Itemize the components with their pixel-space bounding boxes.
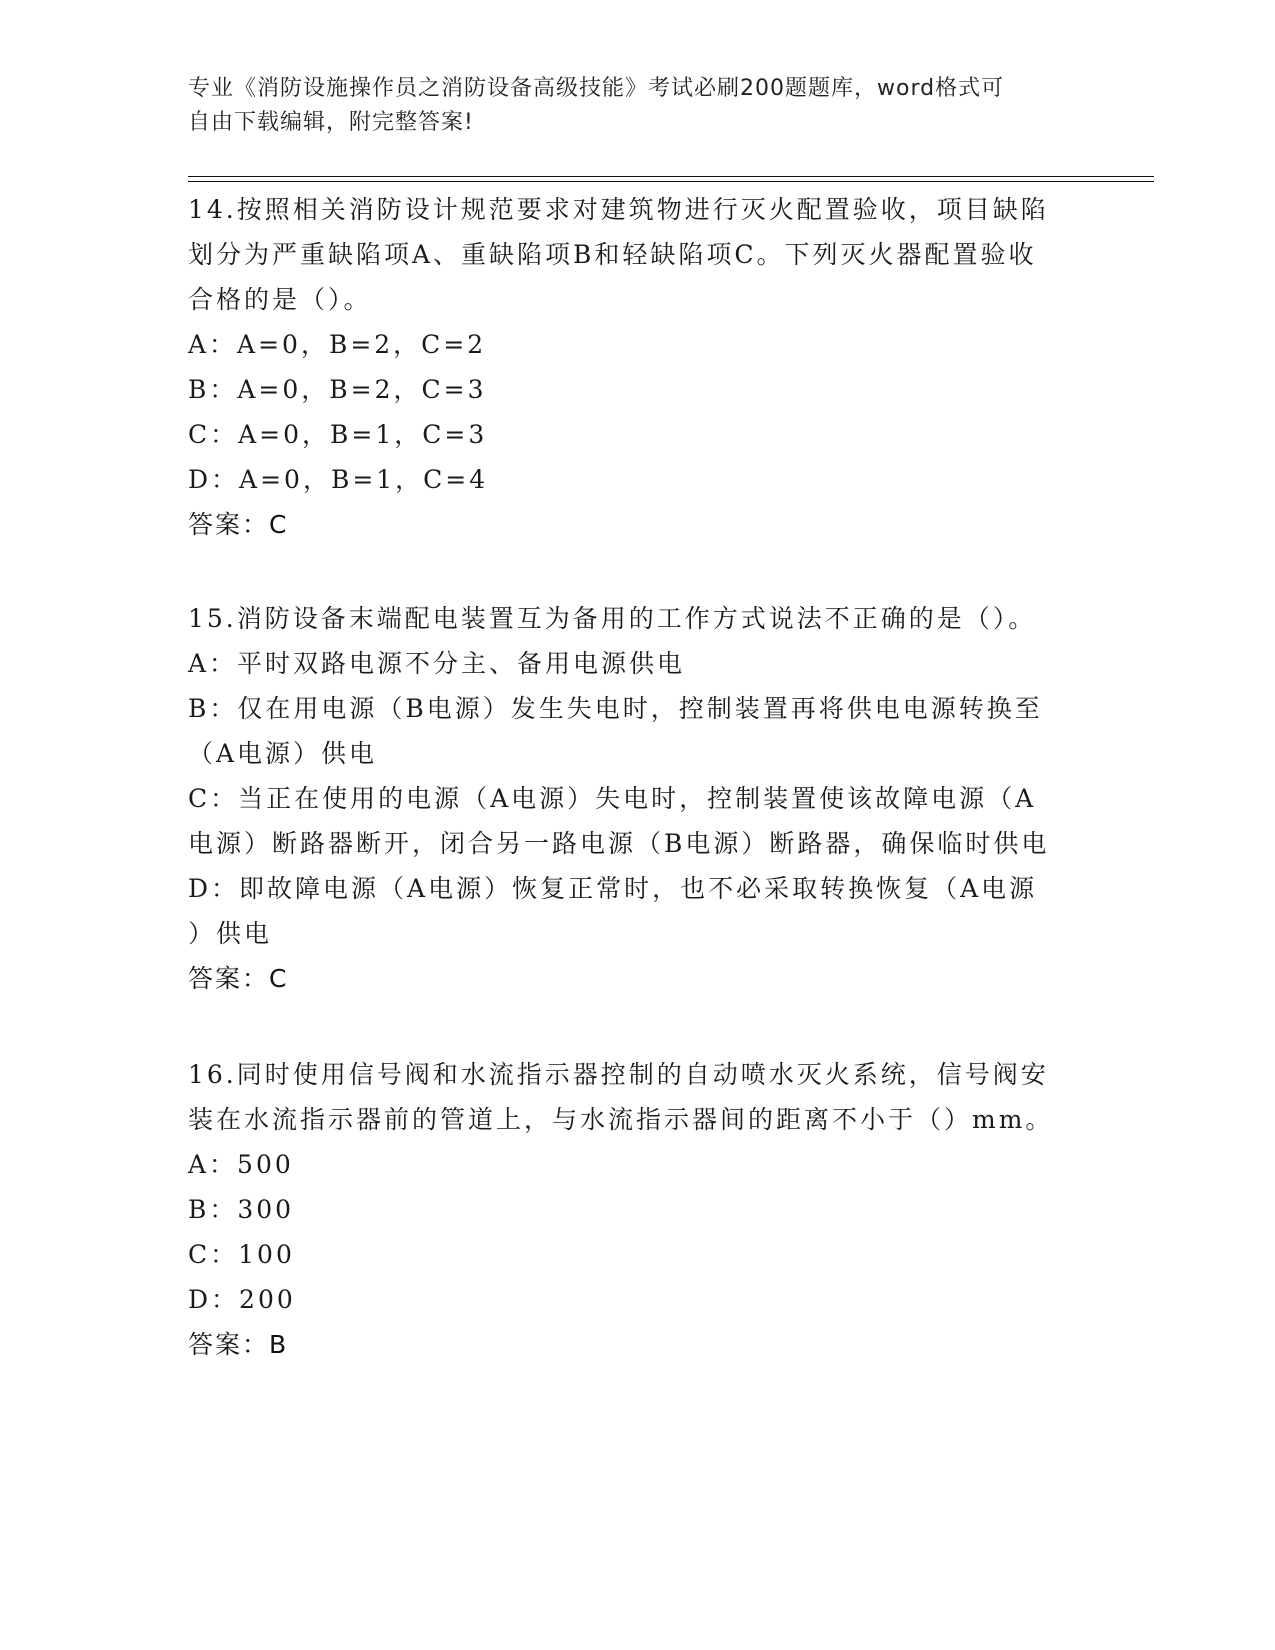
question-stem-line: 15.消防设备末端配电装置互为备用的工作方式说法不正确的是（）。 [188, 604, 1037, 633]
document-header [188, 72, 1088, 140]
option-d: D：即故障电源（A电源）恢复正常时，也不必采取转换恢复（A电源 [188, 874, 1038, 903]
question-stem-line: 14.按照相关消防设计规范要求对建筑物进行灭火配置验收，项目缺陷 [188, 195, 1049, 224]
option-b: B：仅在用电源（B电源）发生失电时，控制装置再将供电电源转换至 [188, 694, 1043, 723]
answer: 答案：B [188, 1330, 289, 1359]
answer: 答案：C [188, 510, 289, 539]
header-divider-top [188, 176, 1154, 177]
option-b: B：A=0，B=2，C=3 [188, 375, 487, 404]
question-16 [188, 1052, 1088, 1367]
question-stem-line: 16.同时使用信号阀和水流指示器控制的自动喷水灭火系统，信号阀安 [188, 1060, 1049, 1089]
option-c: C：当正在使用的电源（A电源）失电时，控制装置使该故障电源（A [188, 784, 1037, 813]
option-d-continued: ）供电 [188, 919, 273, 948]
option-a: A：A=0，B=2，C=2 [188, 330, 487, 359]
question-stem-line: 合格的是（）。 [188, 285, 372, 314]
option-b-continued: （A电源）供电 [188, 739, 378, 768]
option-d: D：200 [188, 1285, 296, 1314]
answer: 答案：C [188, 964, 289, 993]
header-line-1: 专业《消防设施操作员之消防设备高级技能》考试必刷200题题库，word格式可 [188, 76, 1005, 101]
option-b: B：300 [188, 1195, 295, 1224]
option-c: C：A=0，B=1，C=3 [188, 420, 488, 449]
option-c: C：100 [188, 1240, 295, 1269]
option-d: D：A=0，B=1，C=4 [188, 465, 489, 494]
option-a: A：500 [188, 1150, 294, 1179]
option-a: A：平时双路电源不分主、备用电源供电 [188, 649, 686, 678]
header-divider-bottom [188, 181, 1154, 182]
question-stem-line: 划分为严重缺陷项A、重缺陷项B和轻缺陷项C。下列灭火器配置验收 [188, 240, 1037, 269]
question-stem-line: 装在水流指示器前的管道上，与水流指示器间的距离不小于（）mm。 [188, 1105, 1054, 1134]
header-line-2: 自由下载编辑，附完整答案! [188, 110, 474, 135]
option-c-continued: 电源）断路器断开，闭合另一路电源（B电源）断路器，确保临时供电 [188, 829, 1050, 858]
question-14 [188, 187, 1088, 547]
question-15 [188, 596, 1088, 1001]
